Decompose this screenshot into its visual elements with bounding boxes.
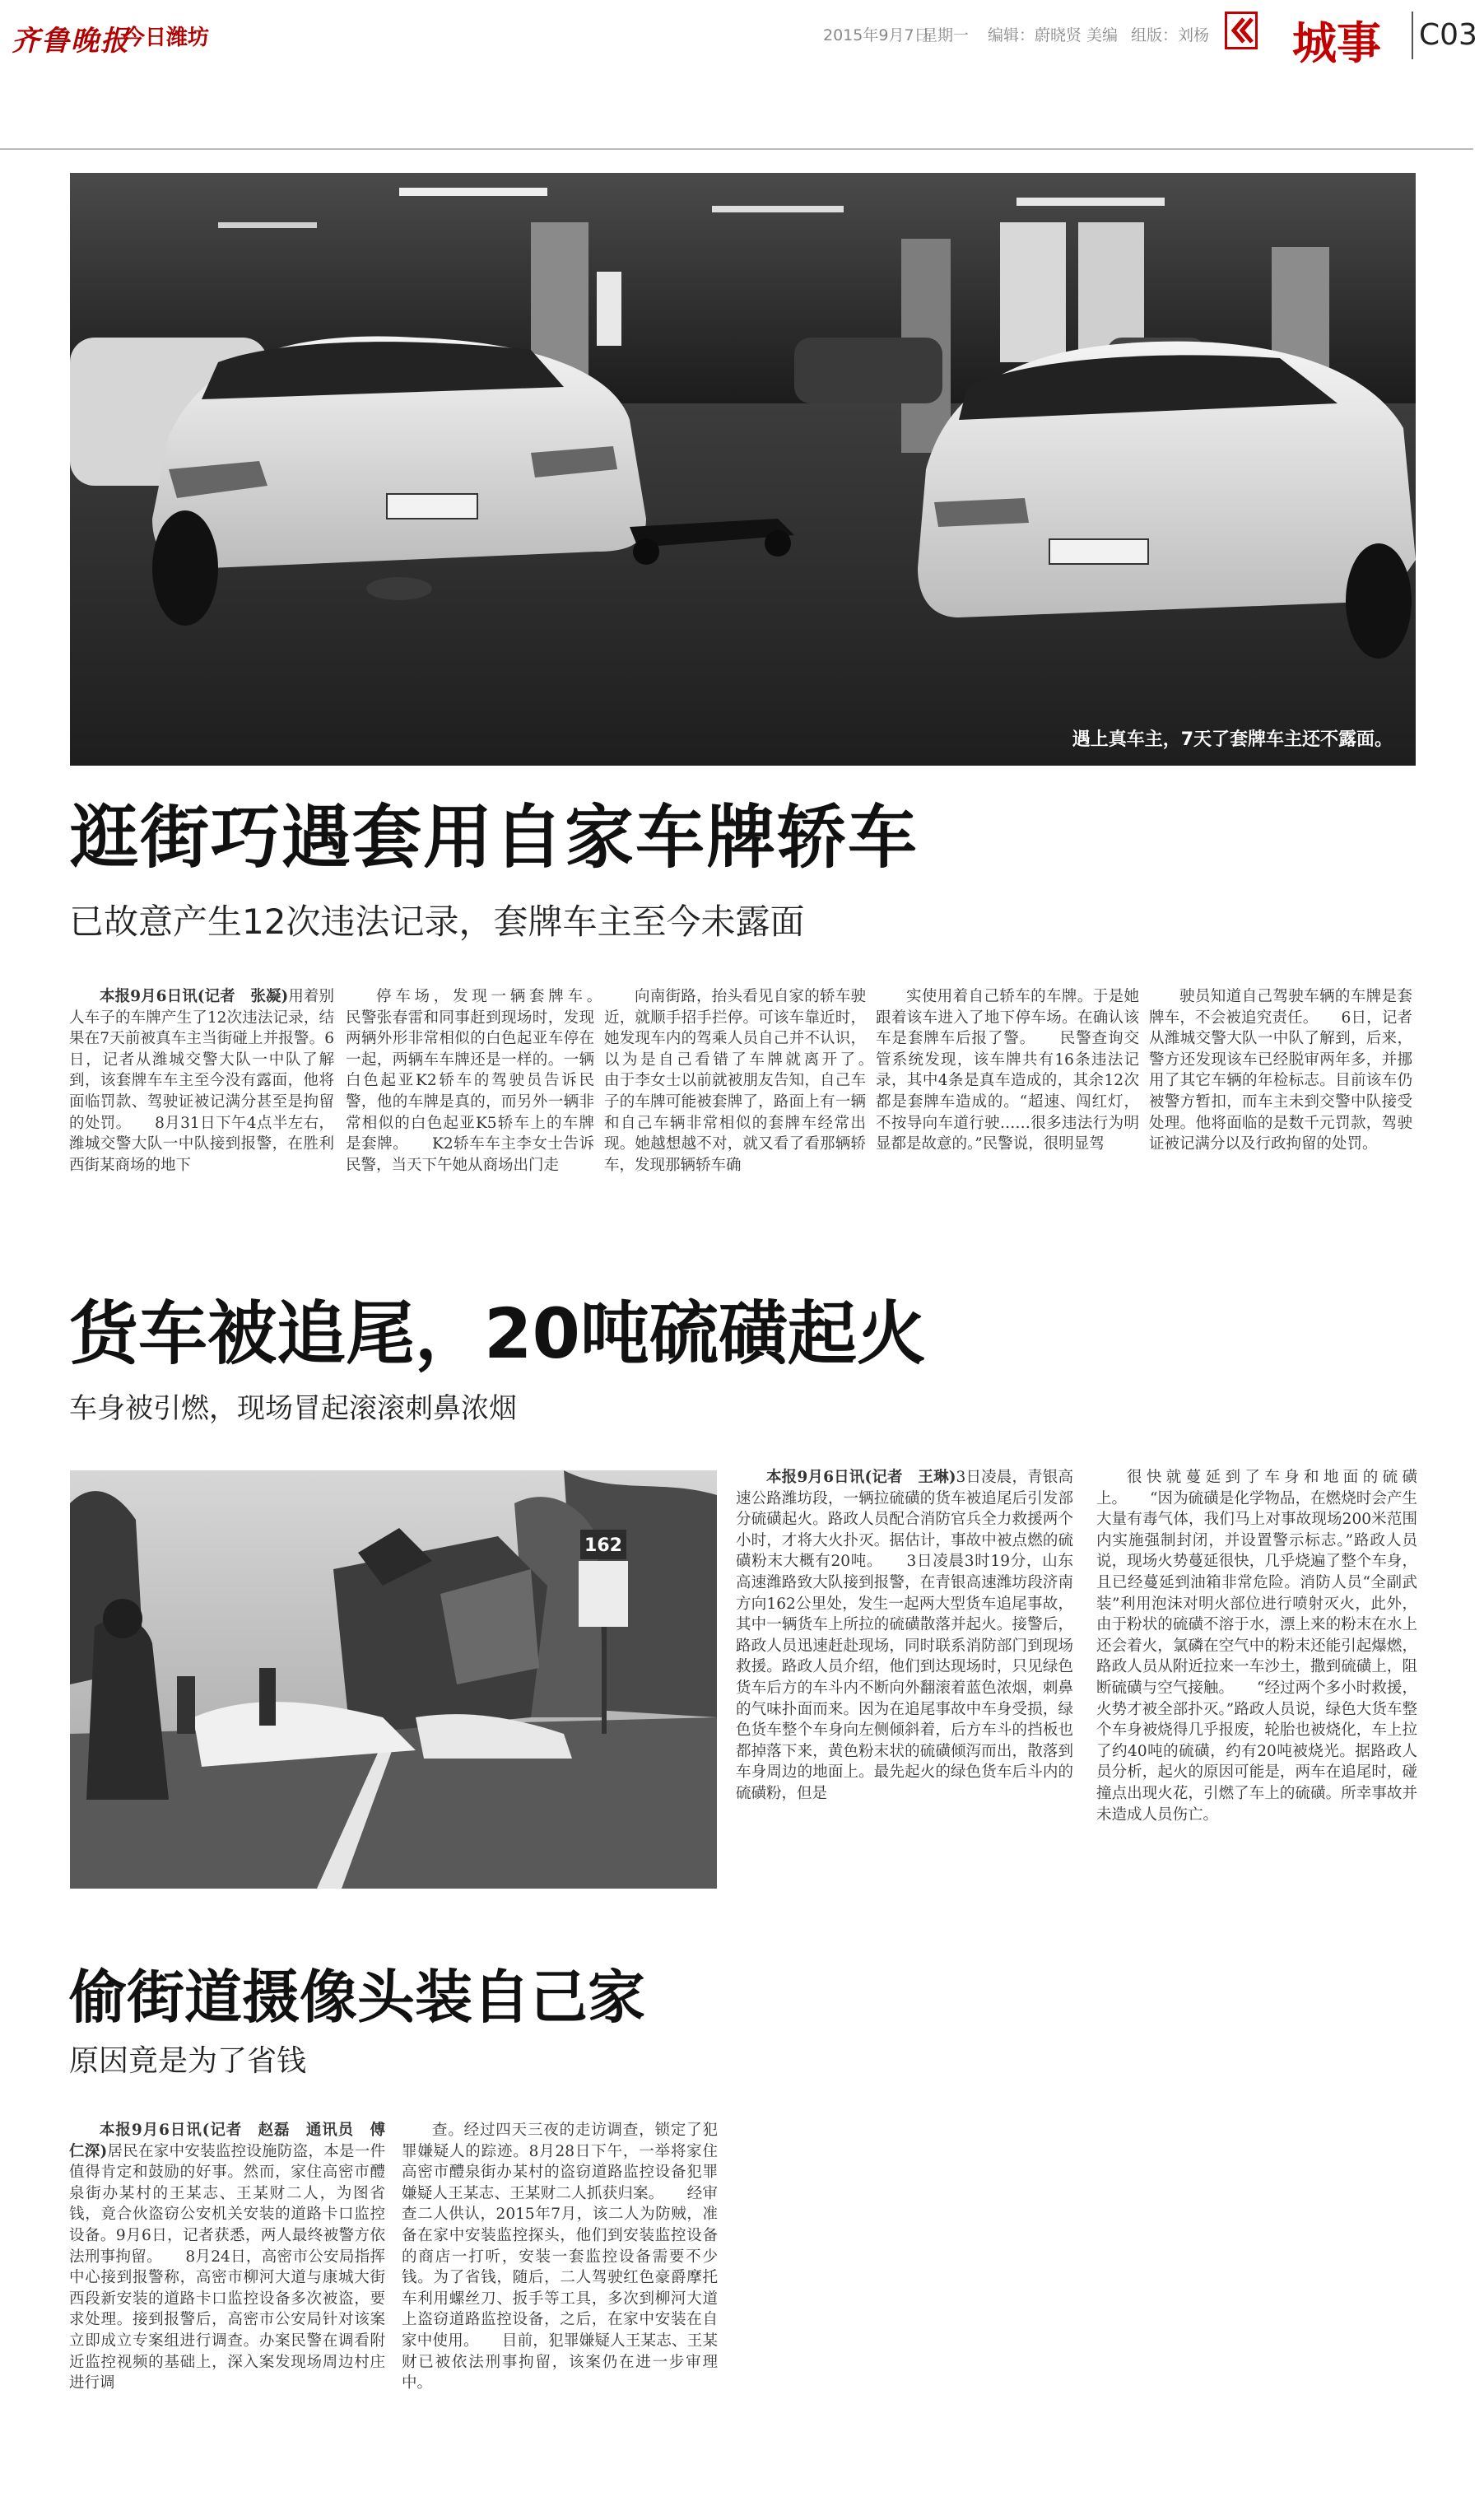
story1-col4-text: 实使用着自己轿车的车牌。于是她跟着该车进入了地下停车场。在确认该车是套牌车后报了警。 民警查询交管系统发现，该车牌共有16条违法记录，其中4条是真车造成的，其余12次都是套牌车造成的。“超速、闯红灯，不按导向车道行驶……很多违法行为明显都是故意的。”民警说，很明显驾 (876, 988, 1139, 1153)
story1-byline: 本报9月6日讯(记者 张凝) (100, 988, 289, 1005)
story2-byline: 本报9月6日讯(记者 王琳) (766, 1469, 956, 1486)
story2-subhead: 车身被引燃，现场冒起滚滚刺鼻浓烟 (69, 1392, 517, 1425)
story1-column-3 (604, 986, 866, 1243)
road-sign-number: 162 (584, 1535, 622, 1556)
story1-column-1 (69, 986, 334, 1243)
story2-column-1 (736, 1467, 1073, 1892)
story1-col5-text: 驶员知道自己驾驶车辆的车牌是套牌车，不会被追究责任。 6日，记者从潍城交警大队一中队了解到，后来，警方还发现该车已经脱审两年多，并挪用了其它车辆的年检标志。目前该车仍被警方暂扣，而车主未到交警中队接受处理。他将面临的是数千元罚款，驾驶证被记满分以及行政拘留的处罚。 (1149, 988, 1412, 1153)
story3-column-1 (69, 2120, 385, 2482)
story1-column-4 (876, 986, 1139, 1243)
photo-caption: 遇上真车主，7天了套牌车主还不露面。 (1072, 729, 1393, 750)
page-number: C03 (1419, 18, 1477, 52)
story1-col3-text: 向南街路，抬头看见自家的轿车驶近，就顺手招手拦停。可该车靠近时，她发现车内的驾乘人员自己并不认识，以为是自己看错了车牌就离开了。 由于李女士以前就被朋友告知，自己车子的车牌可能被套牌了，路面上有一辆和自己车辆非常相似的套牌车经常出现。她越想越不对，就又看了看那辆轿车，发现那辆轿车确 (604, 988, 866, 1174)
issue-weekday: 星期一 (922, 26, 970, 44)
story2-headline: 货车被追尾，20吨硫磺起火 (69, 1293, 926, 1374)
story1-subhead: 已故意产生12次违法记录，套牌车主至今未露面 (69, 901, 805, 942)
story1-col1-text: 用着别人车子的车牌产生了12次违法记录，结果在7天前被真车主当街碰上并报警。6日，记者从潍城交警大队一中队了解到，该套牌车车主至今没有露面，他将面临罚款、驾驶证被记满分甚至是拘留的处罚。 8月31日下午4点半左右，潍城交警大队一中队接到报警，在胜利西街某商场的地下 (69, 988, 334, 1174)
story3-byline: 本报9月6日讯(记者 赵磊 通讯员 傅仁深) (69, 2122, 385, 2160)
story3-headline: 偷街道摄像头装自己家 (69, 1964, 645, 2031)
section-name: 城事 (1292, 17, 1381, 69)
story1-col2-text: 停车场，发现一辆套牌车。 民警张春雷和同事赶到现场时，发现两辆外形非常相似的白色起亚车停在一起，两辆车车牌还是一样的。一辆白色起亚K2轿车的驾驶员告诉民警，他的车牌是真的，而另外一辆非常相似的白色起亚K5轿车上的车牌是套牌。 K2轿车车主李女士告诉民警，当天下午她从商场出门走 (346, 988, 594, 1174)
story3-column-2 (402, 2120, 718, 2482)
issue-date: 2015年9月7日 (823, 26, 930, 44)
newspaper-brand: 齐鲁晚报 (12, 25, 130, 58)
section-tag: 今日潍坊 (123, 26, 210, 50)
story1-headline: 逛街巧遇套用自家车牌轿车 (69, 797, 919, 878)
story2-col2-text: 很快就蔓延到了车身和地面的硫磺上。 “因为硫磺是化学物品，在燃烧时会产生大量有毒气体，我们马上对事故现场200米范围内实施强制封闭，并设置警示标志。”路政人员说，现场火势蔓延很快，几乎烧遍了整个车身，且已经蔓延到油箱非常危险。消防人员“全副武装”利用泡沫对明火部位进行喷射灭火，此外，由于粉状的硫磺不溶于水，漂上来的粉末在水上还会着火，氯磷在空气中的粉末还能引起爆燃，路政人员从附近拉来一车沙土，撒到硫磺上，阻断硫磺与空气接触。 “经过两个多小时救援，火势才被全部扑灭。”路政人员说，绿色大货车整个车身被烧得几乎报废，轮胎也被烧化，车上拉了约40吨的硫磺，约有20吨被烧光。据路政人员分析，起火的原因可能是，两车在追尾时，碰撞点出现火花，引燃了车上的硫磺。所幸事故并未造成人员伤亡。 (1096, 1469, 1417, 1824)
chevron-left-icon (1225, 12, 1258, 49)
parking-garage-photo (70, 173, 1416, 766)
story3-col2-text: 查。经过四天三夜的走访调查，锁定了犯罪嫌疑人的踪迹。8月28日下午，一举将家住高密市醴泉街办某村的盗窃道路监控设备犯罪嫌疑人王某志、王某财二人抓获归案。 经审查二人供认，2015年7月，该二人为防贼，准备在家中安装监控探头，他们到安装监控设备的商店一打听，安装一套监控设备需要不少钱。为了省钱，随后，二人驾驶红色豪爵摩托车利用螺丝刀、扳手等工具，多次到柳河大道上盗窃道路监控设备，之后，在家中安装在自家中使用。 目前，犯罪嫌疑人王某志、王某财已被依法刑事拘留，该案仍在进一步审理中。 (402, 2122, 718, 2392)
art-credit: 美编 (1086, 26, 1119, 44)
layout-credit: 组版：刘杨 (1131, 26, 1210, 44)
header-divider (1412, 12, 1413, 59)
story3-subhead: 原因竟是为了省钱 (69, 2044, 307, 2078)
story1-column-2 (346, 986, 594, 1243)
truck-fire-photo (70, 1470, 717, 1889)
story2-col1-text: 3日凌晨，青银高速公路潍坊段，一辆拉硫磺的货车被追尾后引发部分硫磺起火。路政人员配合消防官兵全力救援两个小时，才将大火扑灭。据估计，事故中被点燃的硫磺粉末大概有20吨。 3日凌晨3时19分，山东高速潍路致大队接到报警，在青银高速潍坊段济南方向162公里处，发生一起两大型货车追尾事故，其中一辆货车上所拉的硫磺散落并起火。接警后，路政人员迅速赶赴现场，同时联系消防部门到现场救援。路政人员介绍，他们到达现场时，只见绿色货车后方的车斗内不断向外翻滚着蓝色浓烟，刺鼻的气味扑面而来。因为在追尾事故中车身受损，绿色货车整个车身向左侧倾斜着，后方车斗的挡板也都掉落下来，黄色粉末状的硫磺倾泻而出，散落到车身周边的地面上。最先起火的绿色货车后斗内的硫磺粉，但是 (736, 1469, 1073, 1802)
story2-column-2 (1096, 1467, 1417, 1892)
editor-credit: 编辑：蔚晓贤 (988, 26, 1082, 44)
story3-col1-text: 居民在家中安装监控设施防盗，本是一件值得肯定和鼓励的好事。然而，家住高密市醴泉街办某村的王某志、王某财二人，为图省钱，竟合伙盗窃公安机关安装的道路卡口监控设备。9月6日，记者获悉，两人最终被警方依法刑事拘留。 8月24日，高密市公安局指挥中心接到报警称，高密市柳河大道与康城大街西段新安装的道路卡口监控设备多次被盗，要求处理。接到报警后，高密市公安局针对该案立即成立专案组进行调查。办案民警在调看附近监控视频的基础上，深入案发现场周边村庄进行调 (69, 2142, 385, 2392)
story1-column-5 (1149, 986, 1412, 1243)
header-rule (0, 148, 1473, 150)
